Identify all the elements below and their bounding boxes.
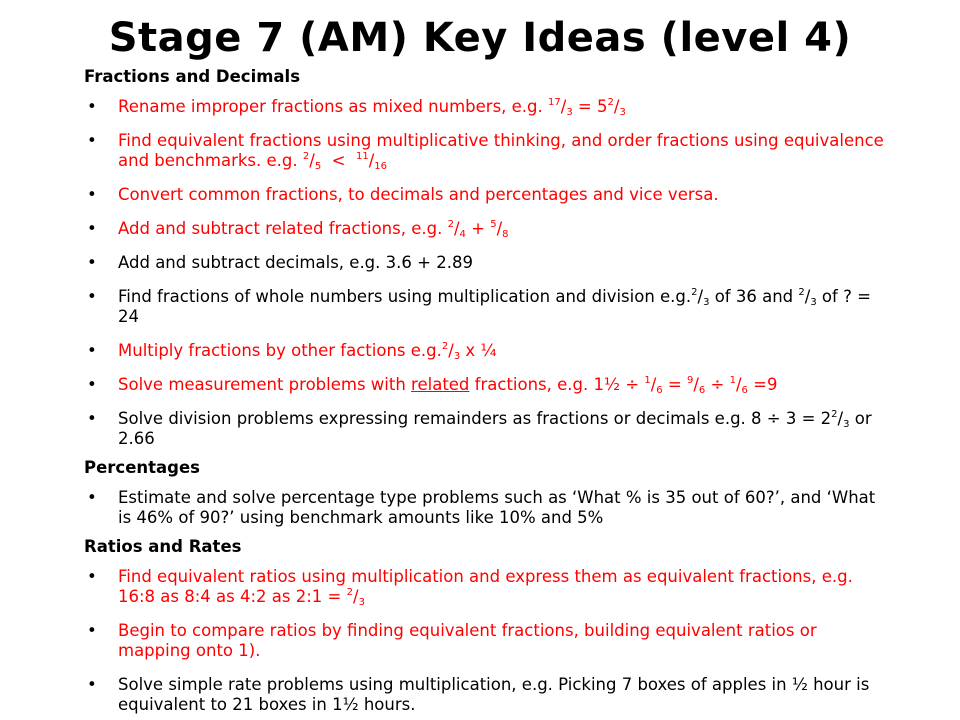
- list-item: • Convert common fractions, to decimals and percentages and vice versa.: [84, 185, 884, 205]
- page-title: Stage 7 (AM) Key Ideas (level 4): [108, 15, 852, 61]
- list-item: • Find fractions of whole numbers using multiplication and division $e.g.^2/_3$ of 36 and $^2/_3$ of ? = 24: [84, 287, 884, 327]
- content-body: [84, 66, 884, 715]
- list-item: • Add and subtract related fractions, e.g. $^2/_4 + ^5/_8$: [84, 219, 884, 239]
- section-heading-percentages: Percentages: [84, 458, 200, 477]
- list-item: • Solve simple rate problems using multiplication, e.g. Picking 7 boxes of apples in ½ hour is equivalent to 21 boxes in 1½ hours.: [84, 675, 884, 715]
- list-item: • Solve measurement problems with related fractions, e.g. 1½ ÷ $^1/_6 = ^9/_6 \div ^1/_6 =9$: [84, 375, 884, 395]
- list-item: • Estimate and solve percentage type problems such as ‘What % is 35 out of 60?’, and ‘What is 46% of 90?’ using benchmark amounts like 10% and 5%: [84, 488, 884, 528]
- list-item: • Rename improper fractions as mixed numbers, e.g. $^{17}/_3 = 5^2/_3$: [84, 97, 884, 117]
- list-item: • Begin to compare ratios by finding equivalent fractions, building equivalent ratios or mapping onto 1).: [84, 621, 884, 661]
- list-item: • Solve division problems expressing remainders as fractions or decimals e.g. $8 \div 3 = 2^2/_3$ or 2.66: [84, 409, 884, 449]
- section-heading-fractions: Fractions and Decimals: [84, 67, 301, 86]
- list-item: • Find equivalent fractions using multiplicative thinking, and order fractions using equivalence and benchmarks. e.g. $^2/_5 < ^{11}/_{16}$: [84, 131, 884, 171]
- list-item: • Find equivalent ratios using multiplication and express them as equivalent fractions, e.g. 16:8 as 8:4 as 4:2 as 2:1 = $^2/_3$: [84, 567, 884, 607]
- list-item: • Multiply fractions by other factions $e.g.^2/_3$ x ¼: [84, 341, 884, 361]
- list-item: • Add and subtract decimals, e.g. 3.6 + 2.89: [84, 253, 884, 273]
- section-heading-ratios: Ratios and Rates: [84, 537, 242, 556]
